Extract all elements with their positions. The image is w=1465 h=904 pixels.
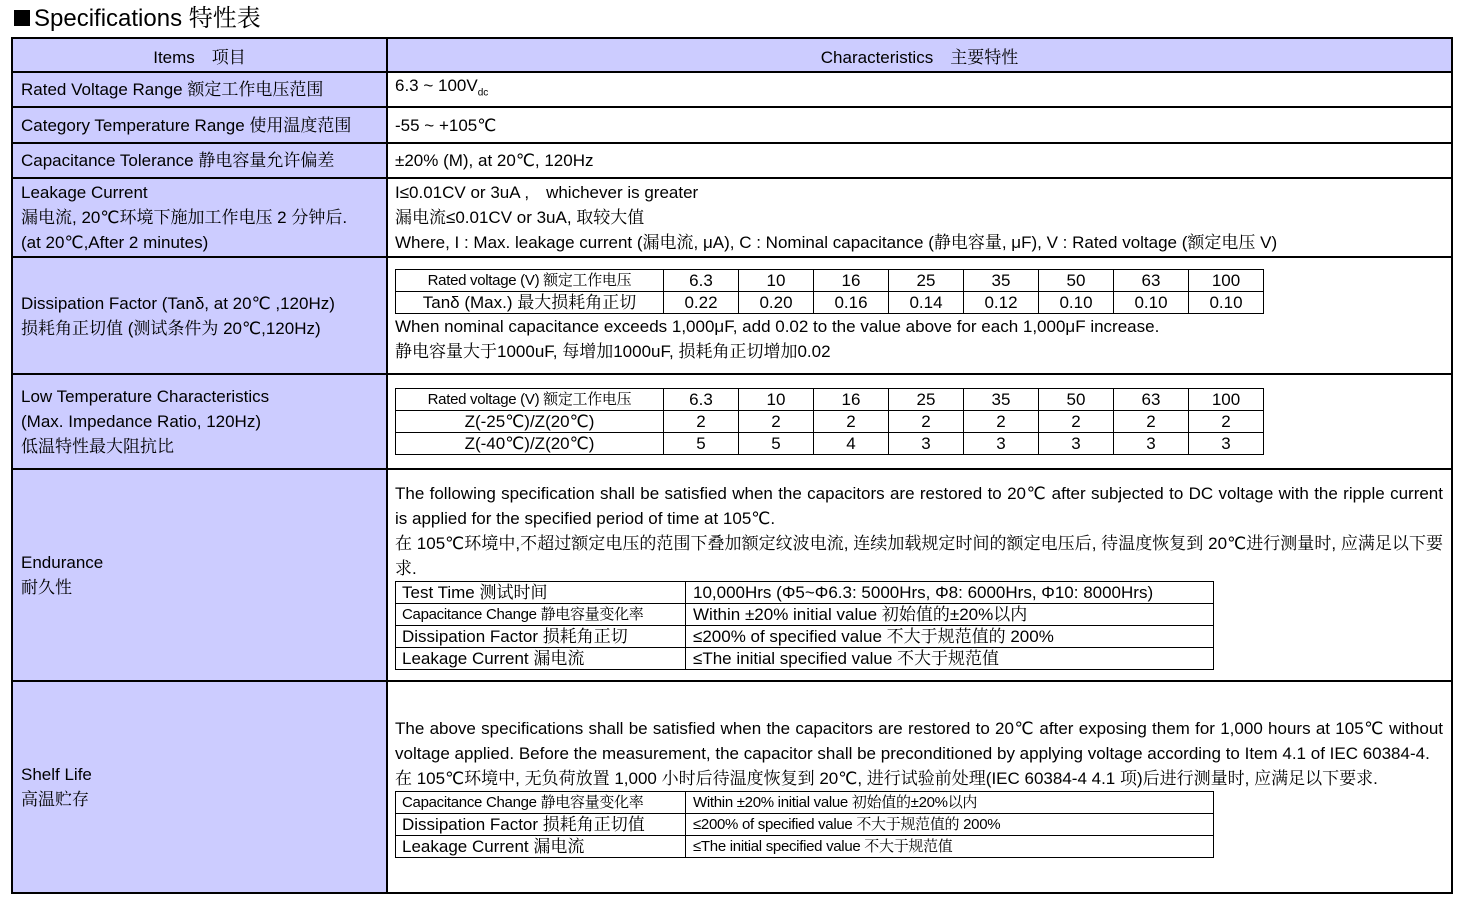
tan-value-cell: 0.10 — [1114, 292, 1189, 314]
dissipation-note-en: When nominal capacitance exceeds 1,000μF, add 0.02 to the value above for each 1,000μF increase. — [395, 317, 1160, 336]
endurance-row-label: Capacitance Change 静电容量变化率 — [396, 603, 686, 625]
leakage-value — [387, 178, 1452, 257]
endurance-row-value: Within ±20% initial value 初始值的±20%以内 — [686, 603, 1214, 625]
impedance-minus40-cell: 3 — [1189, 433, 1264, 455]
impedance-voltage-cell: 6.3 — [664, 389, 739, 411]
header-items: Items 项目 — [12, 38, 387, 72]
shelf-life-label-cn: 高温贮存 — [21, 790, 89, 809]
shelf-life-label-en: Shelf Life — [21, 765, 92, 784]
dissipation-label — [12, 257, 387, 374]
shelf-life-row — [396, 792, 1214, 814]
rated-voltage-value — [387, 72, 1452, 107]
dissipation-note-cn: 静电容量大于1000uF, 每增加1000uF, 损耗角正切增加0.02 — [395, 342, 831, 361]
endurance-value — [387, 469, 1452, 681]
row-dissipation-factor — [12, 257, 1452, 374]
impedance-minus25-cell: 2 — [1189, 411, 1264, 433]
header-row — [12, 38, 1452, 72]
impedance-minus40-cell: 3 — [889, 433, 964, 455]
leakage-label-cn: 漏电流, 20℃环境下施加工作电压 2 分钟后. — [21, 208, 348, 227]
shelf-life-table — [395, 791, 1214, 858]
impedance-minus40-cell: 3 — [1114, 433, 1189, 455]
page-title-text: Specifications 特性表 — [34, 5, 261, 32]
impedance-minus25-row — [396, 411, 1264, 433]
impedance-minus25-label: Z(-25℃)/Z(20℃) — [396, 411, 664, 433]
dissipation-label-en: Dissipation Factor (Tanδ, at 20℃ ,120Hz) — [21, 293, 335, 313]
impedance-voltage-cell: 10 — [739, 389, 814, 411]
impedance-minus40-label: Z(-40℃)/Z(20℃) — [396, 433, 664, 455]
endurance-row — [396, 603, 1214, 625]
impedance-ratio-table — [395, 388, 1264, 455]
impedance-minus40-cell: 4 — [814, 433, 889, 455]
endurance-row — [396, 581, 1214, 603]
tan-value-cell: 0.14 — [889, 292, 964, 314]
tan-row-label: Tanδ (Max.) 最大损耗角正切 — [396, 292, 664, 314]
shelf-life-row-value: ≤200% of specified value 不大于规范值的 200% — [686, 814, 1214, 836]
low-temp-label — [12, 374, 387, 469]
impedance-voltage-cell: 16 — [814, 389, 889, 411]
tan-voltage-cell: 63 — [1114, 270, 1189, 292]
endurance-row-value: 10,000Hrs (Φ5~Φ6.3: 5000Hrs, Φ8: 6000Hrs, Φ10: 8000Hrs) — [686, 581, 1214, 603]
tan-value-cell: 0.16 — [814, 292, 889, 314]
endurance-row — [396, 625, 1214, 647]
tan-voltage-cell: 10 — [739, 270, 814, 292]
tan-value-cell: 0.20 — [739, 292, 814, 314]
row-rated-voltage — [12, 72, 1452, 107]
tan-value-cell: 0.10 — [1039, 292, 1114, 314]
shelf-life-row-label: Capacitance Change 静电容量变化率 — [396, 792, 686, 814]
low-temp-label-en: Low Temperature Characteristics — [21, 387, 270, 406]
endurance-table — [395, 581, 1214, 670]
impedance-minus40-cell: 5 — [739, 433, 814, 455]
tan-voltage-cell: 16 — [814, 270, 889, 292]
endurance-row-value: ≤200% of specified value 不大于规范值的 200% — [686, 625, 1214, 647]
tan-voltage-cell: 50 — [1039, 270, 1114, 292]
endurance-row-label: Test Time 测试时间 — [396, 581, 686, 603]
impedance-minus25-cell: 2 — [664, 411, 739, 433]
tan-voltage-cell: 25 — [889, 270, 964, 292]
leakage-definitions: Where, I : Max. leakage current (漏电流, μA), C : Nominal capacitance (静电容量, μF), V : Rated voltage (额定电压 V) — [395, 233, 1278, 252]
impedance-voltage-cell: 100 — [1189, 389, 1264, 411]
shelf-life-row — [396, 836, 1214, 858]
leakage-label-condition: (at 20℃,After 2 minutes) — [21, 233, 209, 252]
rated-voltage-label: Rated Voltage Range 额定工作电压范围 — [12, 72, 387, 107]
low-temp-value — [387, 374, 1452, 469]
impedance-minus40-cell: 3 — [964, 433, 1039, 455]
shelf-life-paragraph-en: The above specifications shall be satisfied when the capacitors are restored to 20℃ after exposing them for 1,000 hours at 105℃ without voltage applied. Before the measurement, the capacitor shall be preconditioned by applying voltage according to Item 4.1 of IEC 60384-4. — [395, 719, 1443, 763]
dissipation-label-cn: 损耗角正切值 (测试条件为 20℃,120Hz) — [21, 318, 321, 338]
rated-voltage-subscript: dc — [477, 87, 489, 99]
leakage-label-en: Leakage Current — [21, 183, 148, 202]
endurance-paragraph-en: The following specification shall be satisfied when the capacitors are restored to 20℃ after subjected to DC voltage with the ripple current is applied for the specified period of time at 105℃. — [395, 483, 1443, 528]
impedance-minus25-cell: 2 — [739, 411, 814, 433]
endurance-row — [396, 647, 1214, 669]
category-temp-value: -55 ~ +105℃ — [387, 107, 1452, 143]
impedance-minus40-cell: 3 — [1039, 433, 1114, 455]
tan-voltage-cell: 6.3 — [664, 270, 739, 292]
impedance-minus40-row — [396, 433, 1264, 455]
impedance-voltage-cell: 25 — [889, 389, 964, 411]
tan-delta-voltage-row — [396, 270, 1264, 292]
impedance-minus25-cell: 2 — [964, 411, 1039, 433]
header-characteristics: Characteristics 主要特性 — [387, 38, 1452, 72]
row-capacitance-tolerance — [12, 143, 1452, 178]
category-temp-label: Category Temperature Range 使用温度范围 — [12, 107, 387, 143]
row-leakage-current — [12, 178, 1452, 257]
endurance-row-label: Dissipation Factor 损耗角正切 — [396, 625, 686, 647]
low-temp-label-cn: 低温特性最大阻抗比 — [21, 437, 174, 456]
dissipation-value — [387, 257, 1452, 374]
row-low-temperature — [12, 374, 1452, 469]
shelf-life-paragraph-cn: 在 105℃环境中, 无负荷放置 1,000 小时后待温度恢复到 20℃, 进行试验前处理(IEC 60384-4 4.1 项)后进行测量时, 应满足以下要求. — [395, 769, 1378, 788]
shelf-life-label — [12, 681, 387, 893]
endurance-label-cn: 耐久性 — [21, 578, 72, 597]
rated-voltage-text: 6.3 ~ 100V — [395, 76, 478, 96]
shelf-life-row-value: Within ±20% initial value 初始值的±20%以内 — [686, 792, 1214, 814]
tan-voltage-cell: 100 — [1189, 270, 1264, 292]
tan-value-cell: 0.22 — [664, 292, 739, 314]
impedance-minus25-cell: 2 — [889, 411, 964, 433]
endurance-row-value: ≤The initial specified value 不大于规范值 — [686, 647, 1214, 669]
tan-voltage-cell: 35 — [964, 270, 1039, 292]
row-shelf-life — [12, 681, 1452, 893]
impedance-voltage-row — [396, 389, 1264, 411]
shelf-life-row-label: Dissipation Factor 损耗角正切值 — [396, 814, 686, 836]
tan-delta-table — [395, 269, 1264, 314]
impedance-voltage-cell: 50 — [1039, 389, 1114, 411]
impedance-voltage-cell: 35 — [964, 389, 1039, 411]
shelf-life-row — [396, 814, 1214, 836]
row-category-temperature — [12, 107, 1452, 143]
endurance-paragraph-cn: 在 105℃环境中,不超过额定电压的范围下叠加额定纹波电流, 连续加载规定时间的额定电压后, 待温度恢复到 20℃进行测量时, 应满足以下要求. — [395, 533, 1443, 578]
tan-voltage-header: Rated voltage (V) 额定工作电压 — [396, 270, 664, 292]
endurance-label — [12, 469, 387, 681]
leakage-formula-cn: 漏电流≤0.01CV or 3uA, 取较大值 — [395, 208, 645, 227]
shelf-life-row-label: Leakage Current 漏电流 — [396, 836, 686, 858]
leakage-formula-en: I≤0.01CV or 3uA , whichever is greater — [395, 183, 699, 202]
low-temp-label-condition: (Max. Impedance Ratio, 120Hz) — [21, 412, 261, 431]
cap-tolerance-label: Capacitance Tolerance 静电容量允许偏差 — [12, 143, 387, 178]
impedance-minus25-cell: 2 — [814, 411, 889, 433]
square-bullet-icon — [14, 10, 30, 26]
impedance-voltage-cell: 63 — [1114, 389, 1189, 411]
endurance-label-en: Endurance — [21, 553, 104, 572]
cap-tolerance-value: ±20% (M), at 20℃, 120Hz — [387, 143, 1452, 178]
impedance-minus40-cell: 5 — [664, 433, 739, 455]
row-endurance — [12, 469, 1452, 681]
impedance-voltage-header: Rated voltage (V) 额定工作电压 — [396, 389, 664, 411]
specifications-table — [11, 37, 1453, 894]
tan-value-cell: 0.10 — [1189, 292, 1264, 314]
tan-value-cell: 0.12 — [964, 292, 1039, 314]
page-title — [14, 4, 261, 34]
impedance-minus25-cell: 2 — [1039, 411, 1114, 433]
endurance-row-label: Leakage Current 漏电流 — [396, 647, 686, 669]
tan-delta-value-row — [396, 292, 1264, 314]
leakage-label — [12, 178, 387, 257]
impedance-minus25-cell: 2 — [1114, 411, 1189, 433]
shelf-life-row-value: ≤The initial specified value 不大于规范值 — [686, 836, 1214, 858]
shelf-life-value — [387, 681, 1452, 893]
